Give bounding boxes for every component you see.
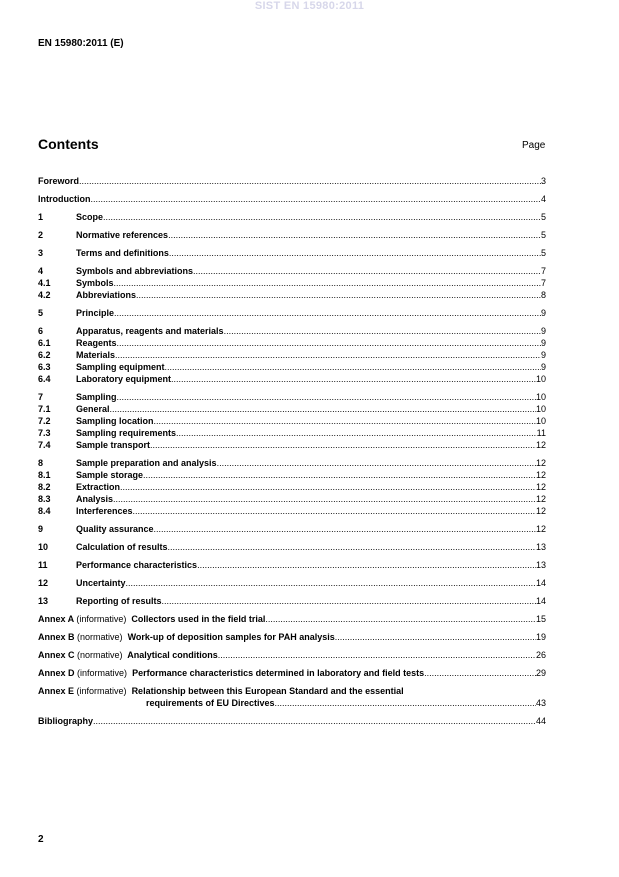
leader-dots [136, 289, 541, 301]
toc-entry[interactable] [38, 391, 546, 403]
toc-title: Sampling [76, 392, 117, 402]
leader-dots [154, 415, 536, 427]
annex-title-continued: requirements of EU Directives [146, 698, 275, 708]
leader-dots [176, 427, 537, 439]
toc-page: 5 [540, 212, 546, 222]
toc-entry[interactable] [38, 289, 546, 301]
toc-title: Calculation of results [76, 542, 168, 552]
toc-title: General [76, 404, 110, 414]
toc-page: 7 [540, 266, 546, 276]
annex-type: (normative) [77, 650, 123, 660]
leader-dots [168, 541, 536, 553]
toc-entry[interactable] [38, 505, 546, 517]
toc-entry[interactable] [38, 403, 546, 415]
toc-number: 2 [38, 230, 44, 240]
toc-entry-bibliography[interactable] [38, 715, 546, 727]
watermark: SIST EN 15980:2011 [254, 0, 365, 12]
leader-dots [224, 325, 541, 337]
toc-entry[interactable] [38, 229, 546, 241]
toc-page: 7 [540, 278, 546, 288]
toc-page: 15 [535, 614, 546, 624]
toc-title: Extraction [76, 482, 121, 492]
toc-page: 26 [535, 650, 546, 660]
toc-title: Sample storage [76, 470, 144, 480]
toc-page: 12 [535, 482, 546, 492]
toc-entry[interactable] [38, 265, 546, 277]
page-column-label: Page [522, 140, 546, 151]
toc-page: 29 [535, 668, 546, 678]
toc-entry[interactable] [38, 373, 546, 385]
leader-dots [275, 697, 536, 709]
toc-number: 4.2 [38, 290, 51, 300]
toc-title: Reagents [76, 338, 117, 348]
page-number: 2 [38, 834, 44, 845]
toc-number: 1 [38, 212, 44, 222]
toc-title [38, 613, 265, 625]
toc-title [38, 685, 404, 697]
toc-title: Symbols [76, 278, 114, 288]
toc-number: 6.3 [38, 362, 51, 372]
toc-number: 7.2 [38, 416, 51, 426]
toc-page: 10 [535, 392, 546, 402]
toc-entry[interactable] [38, 493, 546, 505]
toc-number: 5 [38, 308, 44, 318]
annex-type: (informative) [77, 668, 128, 678]
toc-title: Foreword [38, 176, 80, 186]
toc-page: 5 [540, 248, 546, 258]
leader-dots [117, 337, 541, 349]
annex-title: Work-up of deposition samples for PAH analysis [127, 632, 335, 642]
leader-dots [79, 175, 541, 187]
toc-title: Interferences [76, 506, 133, 516]
leader-dots [217, 457, 536, 469]
annex-type: (informative) [76, 686, 127, 696]
toc-entry[interactable] [38, 457, 546, 469]
toc-number: 6 [38, 326, 44, 336]
leader-dots [154, 523, 536, 535]
leader-dots [150, 439, 536, 451]
toc-entry[interactable] [38, 523, 546, 535]
toc-title: Analysis [76, 494, 114, 504]
toc-number: 10 [38, 542, 49, 552]
leader-dots [335, 631, 536, 643]
leader-dots [168, 229, 541, 241]
leader-dots [218, 649, 536, 661]
toc-number: 4.1 [38, 278, 51, 288]
toc-page: 9 [540, 338, 546, 348]
toc-entry[interactable] [38, 325, 546, 337]
toc-entry-annex-b[interactable] [38, 631, 546, 643]
leader-dots [165, 361, 541, 373]
toc-page: 10 [535, 404, 546, 414]
toc-title: Reporting of results [76, 596, 162, 606]
toc-title: Sample preparation and analysis [76, 458, 217, 468]
toc-entry[interactable] [38, 211, 546, 223]
toc-entry-annex-d[interactable] [38, 667, 546, 679]
annex-label: Annex A [38, 614, 74, 624]
leader-dots [424, 667, 536, 679]
leader-dots [162, 595, 536, 607]
toc-page: 4 [540, 194, 546, 204]
toc-number: 6.1 [38, 338, 51, 348]
toc-number: 3 [38, 248, 44, 258]
toc-number: 8.2 [38, 482, 51, 492]
toc-title: Performance characteristics [76, 560, 198, 570]
toc-page: 10 [535, 416, 546, 426]
toc-title: Normative references [76, 230, 169, 240]
toc-page: 11 [536, 428, 546, 438]
toc-page: 12 [535, 470, 546, 480]
toc-entry[interactable] [38, 541, 546, 553]
toc-page: 43 [535, 698, 546, 708]
toc-number: 8.3 [38, 494, 51, 504]
toc-page: 9 [540, 350, 546, 360]
toc-number: 7.4 [38, 440, 51, 450]
toc-entry[interactable] [38, 427, 546, 439]
toc-number: 13 [38, 596, 49, 606]
toc-page: 12 [535, 494, 546, 504]
toc-entry[interactable] [38, 481, 546, 493]
toc-title: Abbreviations [76, 290, 137, 300]
leader-dots [126, 577, 536, 589]
annex-label: Annex C [38, 650, 75, 660]
toc-page: 9 [540, 326, 546, 336]
leader-dots [197, 559, 536, 571]
toc-number: 12 [38, 578, 49, 588]
leader-dots [171, 373, 536, 385]
toc-page: 14 [535, 578, 546, 588]
annex-e-line-1 [38, 685, 546, 697]
toc-title: Quality assurance [76, 524, 154, 534]
toc-entry[interactable] [38, 559, 546, 571]
toc-title: Apparatus, reagents and materials [76, 326, 224, 336]
annex-type: (informative) [76, 614, 127, 624]
leader-dots [169, 247, 541, 259]
leader-dots [120, 481, 536, 493]
toc-entry[interactable] [38, 439, 546, 451]
table-of-contents [38, 175, 546, 727]
toc-page: 12 [535, 506, 546, 516]
toc-entry[interactable] [38, 337, 546, 349]
toc-page: 10 [535, 374, 546, 384]
annex-title: Collectors used in the field trial [131, 614, 266, 624]
toc-number: 8.1 [38, 470, 51, 480]
toc-number: 7.1 [38, 404, 51, 414]
toc-page: 44 [535, 716, 546, 726]
toc-number: 6.4 [38, 374, 51, 384]
annex-title: Performance characteristics determined in laboratory and field tests [132, 668, 425, 678]
toc-page: 8 [540, 290, 546, 300]
toc-page: 14 [535, 596, 546, 606]
toc-entry[interactable] [38, 349, 546, 361]
annex-title: Relationship between this European Standard and the essential [131, 686, 404, 696]
toc-title: Introduction [38, 194, 91, 204]
toc-title: Materials [76, 350, 116, 360]
toc-title: Symbols and abbreviations [76, 266, 194, 276]
toc-entry[interactable] [38, 595, 546, 607]
toc-title: Bibliography [38, 716, 94, 726]
leader-dots [103, 211, 541, 223]
toc-title [38, 667, 424, 679]
leader-dots [93, 715, 536, 727]
annex-type: (normative) [77, 632, 123, 642]
toc-entry-foreword[interactable] [38, 175, 546, 187]
toc-title: Scope [76, 212, 104, 222]
toc-number: 7 [38, 392, 44, 402]
toc-number: 7.3 [38, 428, 51, 438]
document-id: EN 15980:2011 (E) [38, 38, 124, 49]
toc-title [38, 631, 335, 643]
leader-dots [133, 505, 536, 517]
toc-title: Principle [76, 308, 115, 318]
leader-dots [113, 493, 536, 505]
leader-dots [110, 403, 536, 415]
toc-title: Terms and definitions [76, 248, 169, 258]
toc-page: 9 [540, 362, 546, 372]
toc-page: 5 [540, 230, 546, 240]
toc-number: 6.2 [38, 350, 51, 360]
toc-page: 19 [535, 632, 546, 642]
leader-dots [143, 469, 536, 481]
toc-title: Sampling location [76, 416, 154, 426]
toc-title: Sample transport [76, 440, 151, 450]
toc-entry-introduction[interactable] [38, 193, 546, 205]
toc-number: 8 [38, 458, 44, 468]
toc-page: 13 [535, 560, 546, 570]
annex-label: Annex E [38, 686, 75, 696]
annex-label: Annex B [38, 632, 75, 642]
toc-number: 4 [38, 266, 44, 276]
toc-title: Sampling requirements [76, 428, 177, 438]
toc-title [38, 649, 218, 661]
toc-page: 12 [535, 440, 546, 450]
toc-page: 13 [535, 542, 546, 552]
toc-title: Laboratory equipment [76, 374, 172, 384]
toc-entry[interactable] [38, 415, 546, 427]
toc-page: 12 [535, 458, 546, 468]
toc-entry[interactable] [38, 469, 546, 481]
toc-title: Sampling equipment [76, 362, 165, 372]
toc-number: 11 [38, 560, 48, 570]
toc-entry-annex-c[interactable] [38, 649, 546, 661]
leader-dots [114, 307, 541, 319]
toc-entry-annex-e[interactable] [38, 685, 546, 709]
leader-dots [117, 391, 536, 403]
toc-entry[interactable] [38, 577, 546, 589]
toc-page: 12 [535, 524, 546, 534]
toc-number: 9 [38, 524, 44, 534]
toc-entry[interactable] [38, 277, 546, 289]
annex-label: Annex D [38, 668, 75, 678]
leader-dots [115, 349, 541, 361]
annex-title: Analytical conditions [127, 650, 218, 660]
contents-title: Contents [38, 136, 99, 152]
leader-dots [114, 277, 541, 289]
leader-dots [91, 193, 541, 205]
toc-entry[interactable] [38, 361, 546, 373]
toc-entry[interactable] [38, 307, 546, 319]
toc-entry[interactable] [38, 247, 546, 259]
leader-dots [265, 613, 536, 625]
toc-title: Uncertainty [76, 578, 126, 588]
toc-page: 3 [540, 176, 546, 186]
toc-number: 8.4 [38, 506, 51, 516]
toc-page: 9 [540, 308, 546, 318]
annex-e-line-2 [38, 697, 546, 709]
leader-dots [193, 265, 541, 277]
toc-entry-annex-a[interactable] [38, 613, 546, 625]
